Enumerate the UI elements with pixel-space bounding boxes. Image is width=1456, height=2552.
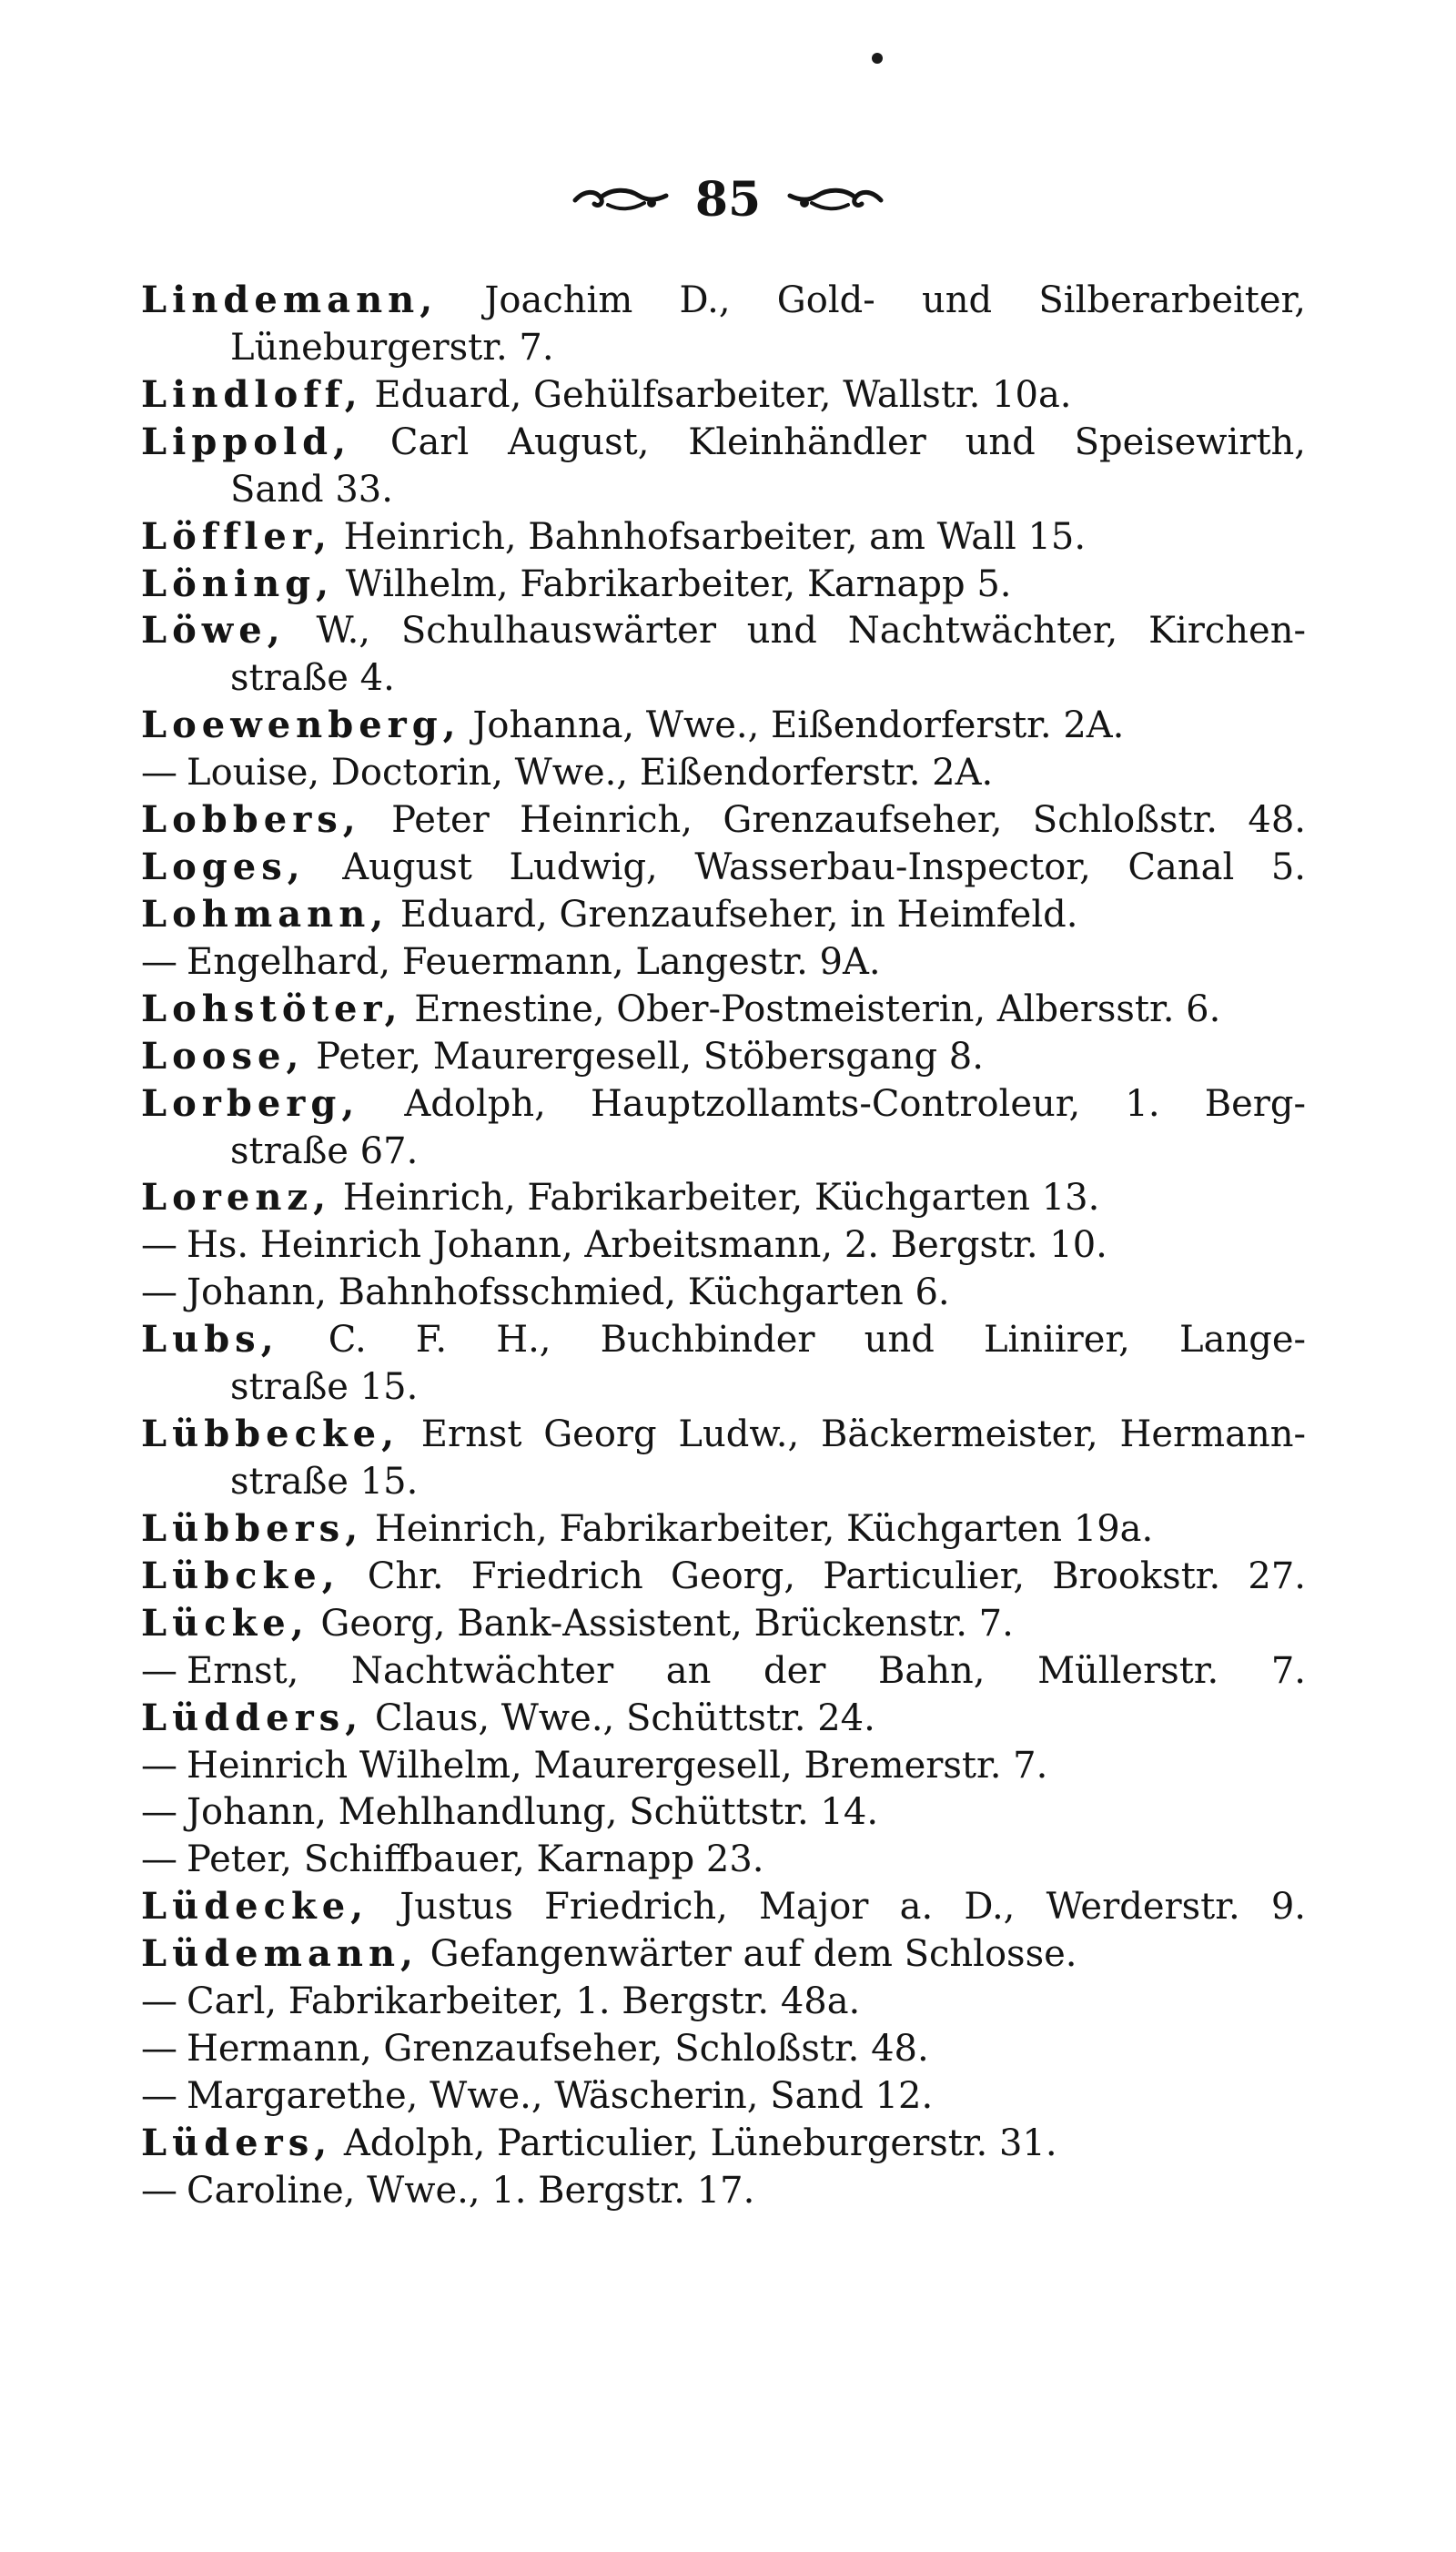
surname: Lindemann, <box>141 278 439 321</box>
entry-details: Eduard, Grenzaufseher, in Heimfeld. <box>389 893 1078 936</box>
left-ornament-icon <box>571 185 672 216</box>
surname: Lohstöter, <box>141 987 403 1030</box>
ditto-dash: — <box>141 2074 177 2117</box>
surname: Loges, <box>141 846 306 889</box>
entry-details: Heinrich, Fabrikarbeiter, Küchgarten 13. <box>331 1177 1100 1220</box>
entry-details: Johann, Bahnhofsschmied, Küchgarten 6. <box>187 1271 950 1314</box>
entry-details: August Ludwig, Wasserbau-Inspector, Canal 5. <box>305 846 1306 889</box>
surname: Lübcke, <box>141 1554 340 1597</box>
entry-details: Louise, Doctorin, Wwe., Eißendorferstr. 2A. <box>187 752 994 795</box>
entry-continuation-line <box>230 1126 1306 1177</box>
entry-details: Wilhelm, Fabrikarbeiter, Karnapp 5. <box>334 562 1012 605</box>
surname: Lücke, <box>141 1601 309 1645</box>
entry-details: straße 4. <box>230 657 395 700</box>
entry-details: Lüneburgerstr. 7. <box>230 326 554 369</box>
ditto-dash: — <box>141 1791 177 1834</box>
surname: Löwe, <box>141 609 286 653</box>
entry-line <box>141 795 1306 846</box>
entry-line <box>141 1787 1306 1838</box>
surname: Lübbers, <box>141 1506 364 1550</box>
entry-line <box>141 605 1306 656</box>
entry-details: Peter, Schiffbauer, Karnapp 23. <box>187 1838 764 1881</box>
entry-line <box>141 2118 1306 2169</box>
entry-line <box>141 1646 1306 1696</box>
entry-line <box>141 2071 1306 2122</box>
entry-line <box>141 700 1306 751</box>
entry-line <box>141 1504 1306 1554</box>
entry-continuation-line <box>230 653 1306 704</box>
right-ornament-icon <box>784 185 885 216</box>
entry-details: Heinrich, Bahnhofsarbeiter, am Wall 15. <box>331 515 1087 558</box>
entry-details: Ernst, Nachtwächter an der Bahn, Müllerstr. 7. <box>187 1649 1306 1692</box>
entry-line <box>141 1740 1306 1791</box>
entry-details: straße 15. <box>230 1461 419 1503</box>
entry-line <box>141 370 1306 420</box>
entry-details: Johann, Mehlhandlung, Schüttstr. 14. <box>187 1791 879 1834</box>
entry-line <box>141 889 1306 940</box>
entry-details: straße 15. <box>230 1366 419 1409</box>
entry-line <box>141 1976 1306 2027</box>
entry-continuation-line <box>230 464 1306 515</box>
entry-details: Carl August, Kleinhändler und Speisewirth, <box>351 420 1306 463</box>
ditto-dash: — <box>141 940 177 983</box>
ditto-dash: — <box>141 752 177 795</box>
entry-details: Justus Friedrich, Major a. D., Werderstr. 9. <box>369 1886 1306 1929</box>
entry-details: Gefangenwärter auf dem Schlosse. <box>418 1933 1077 1976</box>
entry-line <box>141 1598 1306 1649</box>
entry-details: Eduard, Gehülfsarbeiter, Wallstr. 10a. <box>362 373 1072 416</box>
entry-line <box>141 1409 1306 1460</box>
entry-details: Peter Heinrich, Grenzaufseher, Schloßstr. 48. <box>360 799 1306 842</box>
surname: Löning, <box>141 562 335 605</box>
ditto-dash: — <box>141 1271 177 1314</box>
ditto-dash: — <box>141 1224 177 1267</box>
entry-details: Georg, Bank-Assistent, Brückenstr. 7. <box>308 1602 1014 1645</box>
entry-details: Carl, Fabrikarbeiter, 1. Bergstr. 48a. <box>187 1980 861 2023</box>
entry-details: Chr. Friedrich Georg, Particulier, Brookstr. 27. <box>339 1554 1306 1597</box>
surname: Löffler, <box>141 514 332 558</box>
entry-line <box>141 1031 1306 1082</box>
surname: Lorenz, <box>141 1176 332 1220</box>
entry-details: Adolph, Particulier, Lüneburgerstr. 31. <box>332 2122 1057 2164</box>
entry-line <box>141 1172 1306 1223</box>
entry-details: Sand 33. <box>230 468 393 511</box>
entry-details: Claus, Wwe., Schüttstr. 24. <box>363 1696 875 1739</box>
surname: Lüdecke, <box>141 1885 369 1929</box>
entry-details: Hs. Heinrich Johann, Arbeitsmann, 2. Bergstr. 10. <box>187 1224 1107 1267</box>
entry-details: Hermann, Grenzaufseher, Schloßstr. 48. <box>187 2028 929 2071</box>
entry-details: Johanna, Wwe., Eißendorferstr. 2A. <box>460 704 1125 747</box>
entry-continuation-line <box>230 1456 1306 1507</box>
surname: Lüdders, <box>141 1696 364 1739</box>
entry-line <box>141 937 1306 987</box>
entry-line <box>141 1929 1306 1980</box>
ditto-dash: — <box>141 1744 177 1787</box>
surname: Lübbecke, <box>141 1413 400 1456</box>
entry-continuation-line <box>230 322 1306 373</box>
page-number: 85 <box>694 172 762 228</box>
ditto-dash: — <box>141 2169 177 2212</box>
ink-speck <box>872 53 883 64</box>
entry-line <box>141 275 1306 326</box>
ditto-dash: — <box>141 1838 177 1881</box>
entry-line <box>141 1220 1306 1271</box>
surname: Lubs, <box>141 1318 279 1362</box>
entry-line <box>141 2165 1306 2216</box>
page-header <box>0 173 1456 228</box>
entry-details: Heinrich, Fabrikarbeiter, Küchgarten 19a. <box>363 1507 1154 1550</box>
surname: Lobbers, <box>141 798 361 842</box>
entry-line <box>141 1314 1306 1365</box>
entry-line <box>141 747 1306 798</box>
entry-line <box>141 1551 1306 1602</box>
entry-details: Heinrich Wilhelm, Maurergesell, Bremerstr. 7. <box>187 1744 1048 1787</box>
surname: Lüdemann, <box>141 1932 419 1976</box>
entry-line <box>141 1834 1306 1885</box>
entry-details: Engelhard, Feuermann, Langestr. 9A. <box>187 940 881 983</box>
entry-line <box>141 1079 1306 1129</box>
ditto-dash: — <box>141 2028 177 2071</box>
entry-continuation-line <box>230 1362 1306 1413</box>
surname: Lindloff, <box>141 372 363 416</box>
entry-details: Ernestine, Ober-Postmeisterin, Albersstr. 6. <box>402 987 1221 1030</box>
surname: Loose, <box>141 1034 305 1078</box>
surname: Lohmann, <box>141 892 389 936</box>
surname: Lüders, <box>141 2121 333 2164</box>
ditto-dash: — <box>141 1649 177 1692</box>
surname: Lorberg, <box>141 1081 360 1125</box>
entry-line <box>141 1693 1306 1744</box>
entry-line <box>141 842 1306 893</box>
entry-details: straße 67. <box>230 1129 419 1172</box>
surname: Loewenberg, <box>141 704 461 747</box>
surname: Lippold, <box>141 420 352 463</box>
entry-details: W., Schulhauswärter und Nachtwächter, Kirchen- <box>285 610 1306 653</box>
entry-details: Adolph, Hauptzollamts-Controleur, 1. Berg- <box>359 1082 1306 1125</box>
entry-details: Caroline, Wwe., 1. Bergstr. 17. <box>187 2169 755 2212</box>
entry-line <box>141 2023 1306 2074</box>
entry-details: Margarethe, Wwe., Wäscherin, Sand 12. <box>187 2074 934 2117</box>
entry-details: Peter, Maurergesell, Stöbersgang 8. <box>304 1035 984 1078</box>
entry-details: Joachim D., Gold- und Silberarbeiter, <box>438 279 1306 321</box>
entry-details: Ernst Georg Ludw., Bäckermeister, Hermann- <box>399 1413 1306 1456</box>
entry-line <box>141 559 1306 610</box>
entry-line <box>141 511 1306 562</box>
ditto-dash: — <box>141 1980 177 2023</box>
entry-line <box>141 417 1306 468</box>
entry-details: C. F. H., Buchbinder und Liniirer, Lange- <box>278 1319 1306 1362</box>
entry-line <box>141 984 1306 1035</box>
entry-line <box>141 1881 1306 1932</box>
entry-line <box>141 1267 1306 1318</box>
